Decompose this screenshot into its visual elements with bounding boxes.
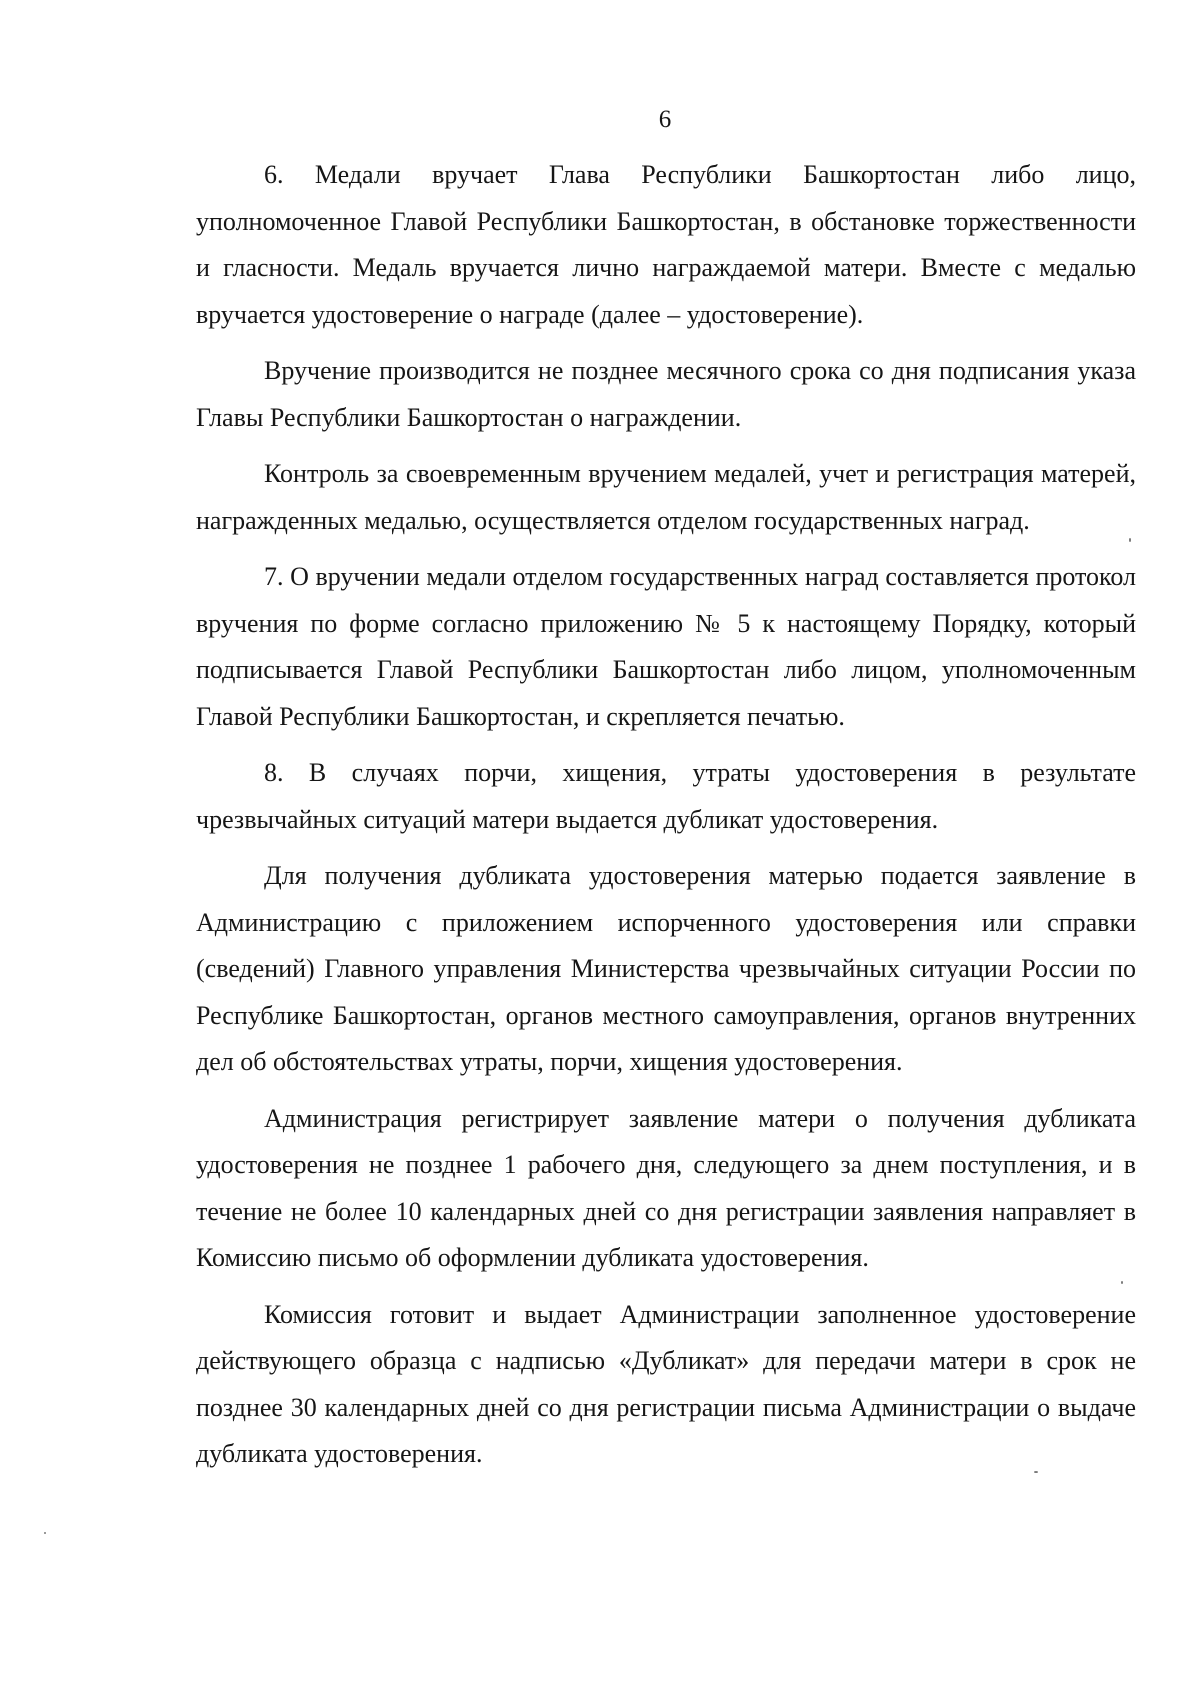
paragraph-administration-registration: Администрация регистрирует заявление матери о получения дубликата удостоверения не позднее 1 рабочего дня, следующего за днем поступления, и в течение не более 10 календарных дней со дня регистрации заявления направляет в Комиссию письмо об оформлении дубликата удостоверения.	[196, 1103, 1136, 1272]
paragraph-presentation-deadline: Вручение производится не позднее месячного срока со дня подписания указа Главы Республики Башкортостан о награждении.	[196, 356, 1136, 432]
scan-speck	[1129, 538, 1131, 542]
page-number: 6	[658, 106, 672, 133]
paragraph-duplicate-issuance: 8. В случаях порчи, хищения, утраты удостоверения в результате чрезвычайных ситуаций матери выдается дубликат удостоверения.	[196, 758, 1136, 834]
scan-speck	[1121, 1281, 1123, 1284]
paragraph-duplicate-application: Для получения дубликата удостоверения матерью подается заявление в Администрацию с приложением испорченного удостоверения или справки (сведений) Главного управления Министерства чрезвычайных ситуации России по Республике Башкортостан, органов местного самоуправления, органов внутренних дел об обстоятельствах утраты, порчи, хищения удостоверения.	[196, 861, 1136, 1076]
paragraph-presentation-protocol: 7. О вручении медали отделом государственных наград составляется протокол вручения по форме согласно приложению № 5 к настоящему Порядку, который подписывается Главой Республики Башкортостан либо лицом, уполномоченным Главой Республики Башкортостан, и скрепляется печатью.	[196, 562, 1136, 731]
paragraph-medal-presentation: 6. Медали вручает Глава Республики Башкортостан либо лицо, уполномоченное Главой Республики Башкортостан, в обстановке торжественности и гласности. Медаль вручается лично награждаемой матери. Вместе с медалью вручается удостоверение о награде (далее – удостоверение).	[196, 160, 1136, 329]
document-body	[196, 152, 1136, 1488]
scan-speck	[44, 1532, 46, 1534]
paragraph-commission-duplicate: Комиссия готовит и выдает Администрации заполненное удостоверение действующего образца с надписью «Дубликат» для передачи матери в срок не позднее 30 календарных дней со дня регистрации письма Администрации о выдаче дубликата удостоверения.	[196, 1299, 1136, 1468]
scan-speck	[1034, 1471, 1038, 1473]
paragraph-control-registration: Контроль за своевременным вручением медалей, учет и регистрация матерей, награжденных медалью, осуществляется отделом государственных наград.	[196, 459, 1136, 535]
